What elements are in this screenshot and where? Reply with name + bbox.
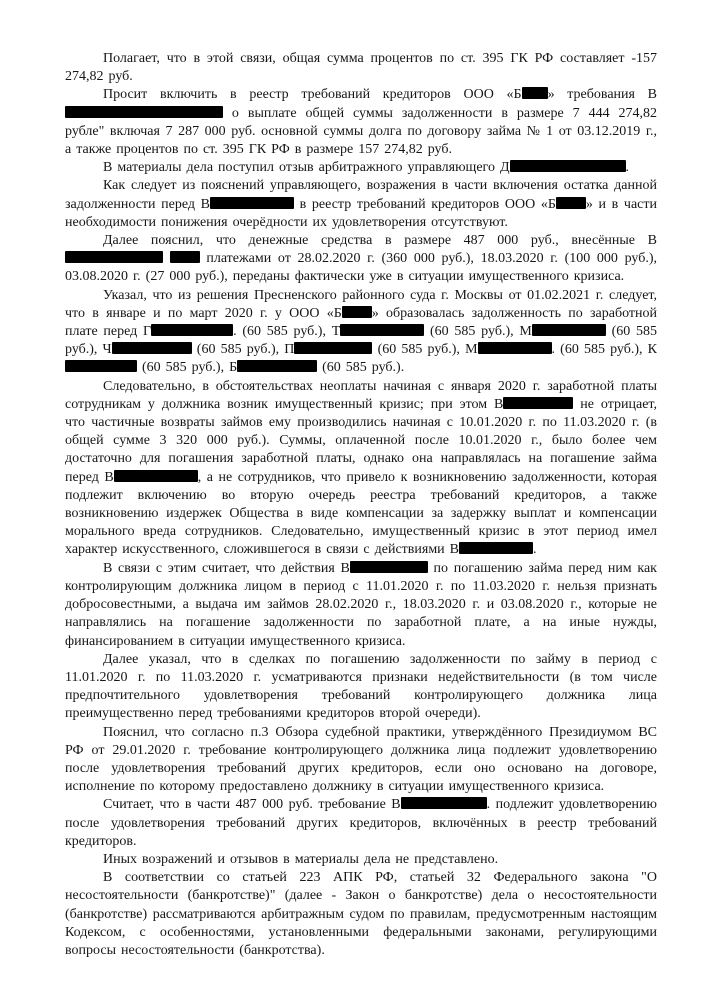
redaction-bar bbox=[151, 324, 233, 336]
redaction-bar bbox=[170, 251, 200, 263]
redaction-bar bbox=[510, 160, 626, 172]
paragraph-6: Указал, что из решения Пресненского районного суда г. Москвы от 01.02.2021 г. следует, что в январе и по март 2020 г. у ООО «Б » образовалась задолженность по заработной плате перед Г . (60 585 руб.), Т (60 585 руб.), М (60 585 руб.), Ч (60 585 руб.), П (60 585 руб.), М . (60 585 руб.), К (60 585 руб.), Б (60 585 руб.). bbox=[65, 287, 657, 376]
redaction-bar bbox=[65, 251, 163, 263]
paragraph-5: Далее пояснил, что денежные средства в размере 487 000 руб., внесённые В платежами от 28.02.2020 г. (360 000 руб.), 18.03.2020 г. (100 000 руб.), 03.08.2020 г. (27 000 руб.), переданы фактически уже в ситуации имущественного кризиса. bbox=[65, 233, 657, 285]
redaction-bar bbox=[340, 324, 424, 336]
paragraph-12: Иных возражений и отзывов в материалы дела не представлено. bbox=[103, 851, 499, 867]
paragraph-4: Как следует из пояснений управляющего, возражения в части включения остатка данной задолженности перед В в реестр требований кредиторов ООО «Б » и в части необходимости понижения очерёдности их удовлетворения отсутствуют. bbox=[65, 178, 657, 230]
redaction-bar bbox=[478, 342, 552, 354]
paragraph-13: В соответствии со статьей 223 АПК РФ, статьей 32 Федерального закона "О несостоятельности (банкротстве)" (далее - Закон о банкротстве) дела о несостоятельности (банкротстве) рассматриваются арбитражным судом по правилам, предусмотренным настоящим Кодексом, с особенностями, установленными федеральными законами, регулирующими вопросы несостоятельности (банкротства). bbox=[65, 870, 657, 958]
redaction-bar bbox=[294, 342, 372, 354]
paragraph-10: Пояснил, что согласно п.3 Обзора судебной практики, утверждённого Президиумом ВС РФ от 29.01.2020 г. требование контролирующего должника лица подлежит удовлетворению после удовлетворения требований других кредиторов, если оно основано на договоре, исполнение по которому предоставлено должнику в ситуации имущественного кризиса. bbox=[65, 724, 657, 795]
redaction-bar bbox=[65, 106, 223, 118]
paragraph-3: В материалы дела поступил отзыв арбитражного управляющего Д . bbox=[103, 160, 629, 176]
redaction-bar bbox=[556, 197, 586, 209]
redaction-bar bbox=[532, 324, 606, 336]
redaction-bar bbox=[65, 360, 137, 372]
redaction-bar bbox=[522, 87, 548, 99]
redaction-bar bbox=[237, 360, 317, 372]
redaction-bar bbox=[350, 561, 428, 573]
paragraph-8: В связи с этим считает, что действия В по погашению займа перед ним как контролирующим должника лицом в период с 11.01.2020 г. по 11.03.2020 г. нельзя признать добросовестными, а выдача им займов 28.02.2020 г., 18.03.2020 г. и 03.08.2020 г., которые не направлялись на погашение задолженности по заработной плате, а на иные нужды, финансированием в ситуации имущественного кризиса. bbox=[65, 560, 657, 649]
paragraph-7: Следовательно, в обстоятельствах неоплаты начиная с января 2020 г. заработной платы сотрудникам у должника возник имущественный кризис; при этом В не отрицает, что частичные возвраты займов ему производились начиная с 10.01.2020 г. по 11.03.2020 г. (в общей сумме 3 320 000 руб.). Суммы, оплаченной после 10.01.2020 г., было более чем достаточно для погашения заработной платы, однако она направлялась на погашение займа перед В , а не сотрудников, что привело к возникновению задолженности, которая подлежит включению во вторую очередь реестра требований кредиторов, а также возникновению издержек Общества в виде компенсации за задержку выплат и компенсации морального вреда сотрудников. Следовательно, имущественный кризис в этот период имел характер искусственного, сложившегося в связи с действиями В . bbox=[65, 378, 658, 558]
redaction-bar bbox=[210, 197, 294, 209]
redaction-bar bbox=[401, 797, 487, 809]
redaction-bar bbox=[112, 342, 192, 354]
redaction-bar bbox=[459, 542, 533, 554]
paragraph-9: Далее указал, что в сделках по погашению задолженности по займу в период с 11.01.2020 г. по 11.03.2020 г. усматриваются признаки недействительности (в том числе предпочтительного удовлетворения требований контролирующего должника лица преимущественно перед требованиями кредиторов второй очереди). bbox=[65, 651, 657, 722]
redaction-bar bbox=[342, 306, 372, 318]
document-body bbox=[65, 50, 657, 960]
redaction-bar bbox=[114, 470, 198, 482]
redaction-bar bbox=[503, 397, 573, 409]
paragraph-2: Просит включить в реестр требований кредиторов ООО «Б » требования В о выплате общей суммы задолженности в размере 7 444 274,82 рубле" включая 7 287 000 руб. основной суммы долга по договору займа № 1 от 03.12.2019 г., а также процентов по ст. 395 ГК РФ в размере 157 274,82 руб. bbox=[65, 87, 657, 158]
paragraph-11: Считает, что в части 487 000 руб. требование В . подлежит удовлетворению после удовлетворения требований других кредиторов, включённых в реестр требований кредиторов. bbox=[65, 797, 657, 849]
paragraph-1: Полагает, что в этой связи, общая сумма процентов по ст. 395 ГК РФ составляет -157 274,82 руб. bbox=[65, 51, 657, 85]
